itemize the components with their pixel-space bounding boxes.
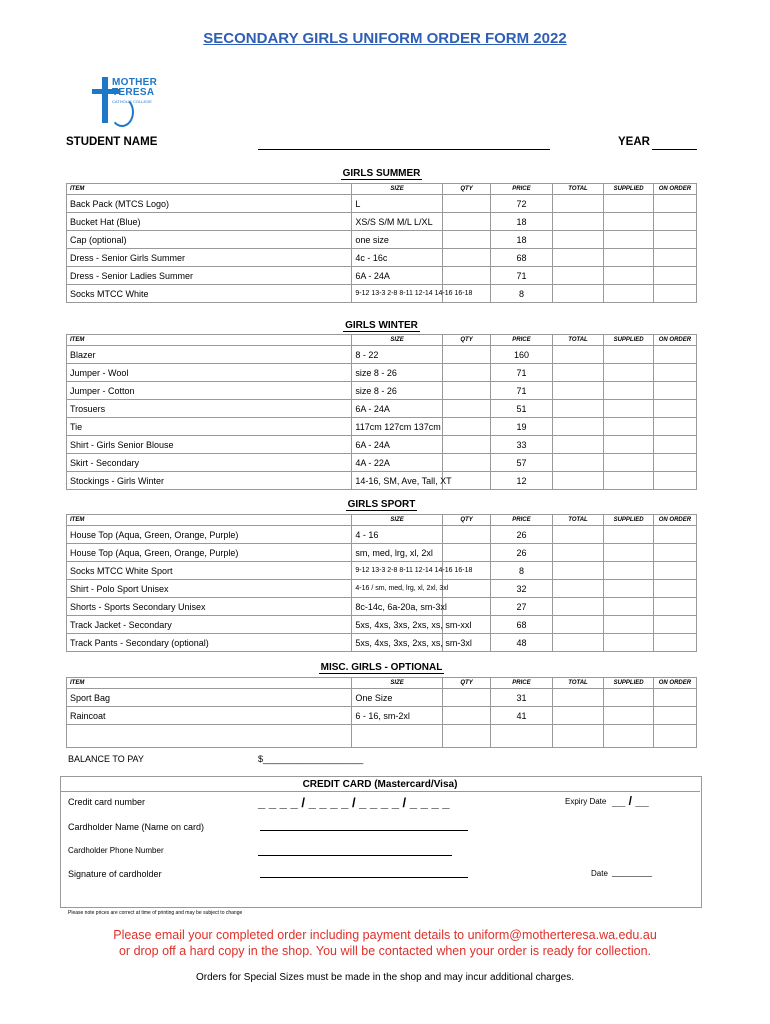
- logo-text-line3: CATHOLIC COLLEGE: [112, 99, 152, 104]
- column-header-price: PRICE: [491, 335, 552, 346]
- supplied-cell[interactable]: [604, 346, 654, 364]
- total-cell[interactable]: [552, 418, 604, 436]
- table-row: [67, 689, 697, 707]
- supplied-cell[interactable]: [604, 707, 654, 725]
- total-cell[interactable]: [552, 364, 604, 382]
- item-size: 8 - 22: [352, 346, 442, 364]
- item-name: Cap (optional): [67, 231, 352, 249]
- on-order-cell[interactable]: [653, 231, 696, 249]
- column-header-supplied: SUPPLIED: [604, 515, 654, 526]
- item-price: 68: [491, 616, 552, 634]
- column-header-supplied: SUPPLIED: [604, 678, 654, 689]
- item-size: 4A - 22A: [352, 454, 442, 472]
- table-row: [67, 267, 697, 285]
- cardholder-phone-label: Cardholder Phone Number: [68, 846, 164, 855]
- item-name: Raincoat: [67, 707, 352, 725]
- section-title: [66, 320, 697, 331]
- signature-field[interactable]: [260, 877, 468, 878]
- column-header-item: ITEM: [67, 515, 352, 526]
- item-size: 4 - 16: [352, 526, 442, 544]
- item-size: 9-12 13-3 2-8 8-11 12-14 14-16 16-18: [352, 285, 442, 303]
- qty-cell[interactable]: [442, 364, 490, 382]
- table-row: [67, 616, 697, 634]
- student-name-label: STUDENT NAME: [66, 136, 158, 148]
- logo-text-line2: TERESA: [112, 87, 155, 98]
- blank-cell[interactable]: [442, 725, 490, 748]
- price-disclaimer: Please note prices are correct at time of printing and may be subject to change: [68, 910, 243, 916]
- item-name: Stockings - Girls Winter: [67, 472, 352, 490]
- table-header-row: [67, 515, 697, 526]
- item-name: Skirt - Secondary: [67, 454, 352, 472]
- table-row: [67, 418, 697, 436]
- table-row: [67, 436, 697, 454]
- supplied-cell[interactable]: [604, 544, 654, 562]
- on-order-cell[interactable]: [653, 472, 696, 490]
- total-cell[interactable]: [552, 249, 604, 267]
- total-cell[interactable]: [552, 346, 604, 364]
- item-price: 160: [491, 346, 552, 364]
- table-row: [67, 364, 697, 382]
- section-title: [66, 662, 697, 673]
- item-name: Back Pack (MTCS Logo): [67, 195, 352, 213]
- qty-cell[interactable]: [442, 249, 490, 267]
- logo-text-line1: MOTHER: [112, 77, 158, 88]
- qty-cell[interactable]: [442, 544, 490, 562]
- table-row: [67, 285, 697, 303]
- balance-field[interactable]: $____________________: [258, 754, 364, 764]
- column-header-supplied: SUPPLIED: [604, 184, 654, 195]
- form-title: SECONDARY GIRLS UNIFORM ORDER FORM 2022: [203, 30, 567, 47]
- on-order-cell[interactable]: [653, 634, 696, 652]
- item-name: Track Pants - Secondary (optional): [67, 634, 352, 652]
- column-header-total: TOTAL: [552, 678, 604, 689]
- blank-cell[interactable]: [352, 725, 442, 748]
- column-header-price: PRICE: [491, 678, 552, 689]
- item-size: 6 - 16, sm-2xl: [352, 707, 442, 725]
- supplied-cell[interactable]: [604, 634, 654, 652]
- supplied-cell[interactable]: [604, 472, 654, 490]
- table-row: [67, 213, 697, 231]
- table-row: [67, 707, 697, 725]
- year-field[interactable]: [652, 149, 697, 150]
- column-header-on-order: ON ORDER: [653, 678, 696, 689]
- item-price: 41: [491, 707, 552, 725]
- column-header-total: TOTAL: [552, 515, 604, 526]
- supplied-cell[interactable]: [604, 213, 654, 231]
- item-size: L: [352, 195, 442, 213]
- year-label: YEAR: [618, 136, 650, 148]
- balance-label: BALANCE TO PAY: [68, 754, 144, 764]
- on-order-cell[interactable]: [653, 346, 696, 364]
- total-cell[interactable]: [552, 634, 604, 652]
- total-cell[interactable]: [552, 544, 604, 562]
- item-size: sm, med, lrg, xl, 2xl: [352, 544, 442, 562]
- on-order-cell[interactable]: [653, 707, 696, 725]
- supplied-cell[interactable]: [604, 689, 654, 707]
- item-size: one size: [352, 231, 442, 249]
- item-name: Blazer: [67, 346, 352, 364]
- table-row: [67, 400, 697, 418]
- qty-cell[interactable]: [442, 382, 490, 400]
- special-sizes-note: Orders for Special Sizes must be made in the shop and may incur additional charges.: [196, 972, 574, 983]
- item-size: 6A - 24A: [352, 436, 442, 454]
- on-order-cell[interactable]: [653, 436, 696, 454]
- item-price: 68: [491, 249, 552, 267]
- column-header-on-order: ON ORDER: [653, 184, 696, 195]
- total-cell[interactable]: [552, 689, 604, 707]
- supplied-cell[interactable]: [604, 436, 654, 454]
- table-header-row: [67, 335, 697, 346]
- item-size: 9-12 13-3 2-8 8-11 12-14 14-16 16-18: [352, 562, 442, 580]
- item-price: 26: [491, 526, 552, 544]
- item-price: 8: [491, 562, 552, 580]
- section-table: [66, 514, 697, 652]
- on-order-cell[interactable]: [653, 285, 696, 303]
- item-price: 71: [491, 382, 552, 400]
- item-name: Jumper - Wool: [67, 364, 352, 382]
- on-order-cell[interactable]: [653, 249, 696, 267]
- item-size: size 8 - 26: [352, 382, 442, 400]
- total-cell[interactable]: [552, 382, 604, 400]
- column-header-item: ITEM: [67, 184, 352, 195]
- column-header-qty: QTY: [442, 335, 490, 346]
- table-row: [67, 249, 697, 267]
- table-row: [67, 598, 697, 616]
- supplied-cell[interactable]: [604, 418, 654, 436]
- supplied-cell[interactable]: [604, 454, 654, 472]
- total-cell[interactable]: [552, 707, 604, 725]
- expiry-field[interactable]: __ / __: [612, 794, 649, 808]
- total-cell[interactable]: [552, 616, 604, 634]
- total-cell[interactable]: [552, 562, 604, 580]
- item-price: 57: [491, 454, 552, 472]
- student-name-field[interactable]: [258, 149, 550, 150]
- expiry-label: Expiry Date: [565, 797, 607, 806]
- on-order-cell[interactable]: [653, 562, 696, 580]
- item-price: 18: [491, 213, 552, 231]
- column-header-total: TOTAL: [552, 335, 604, 346]
- blank-cell[interactable]: [552, 725, 604, 748]
- on-order-cell[interactable]: [653, 616, 696, 634]
- on-order-cell[interactable]: [653, 526, 696, 544]
- item-name: Jumper - Cotton: [67, 382, 352, 400]
- qty-cell[interactable]: [442, 195, 490, 213]
- item-size: 5xs, 4xs, 3xs, 2xs, xs, sm-3xl: [352, 634, 442, 652]
- section-title-text: GIRLS SPORT: [347, 499, 416, 510]
- column-header-qty: QTY: [442, 515, 490, 526]
- school-logo: [92, 77, 212, 125]
- table-row: [67, 562, 697, 580]
- qty-cell[interactable]: [442, 346, 490, 364]
- item-name: Bucket Hat (Blue): [67, 213, 352, 231]
- table-row: [67, 382, 697, 400]
- item-price: 51: [491, 400, 552, 418]
- qty-cell[interactable]: [442, 580, 490, 598]
- supplied-cell[interactable]: [604, 195, 654, 213]
- item-name: Shirt - Polo Sport Unisex: [67, 580, 352, 598]
- item-name: House Top (Aqua, Green, Orange, Purple): [67, 526, 352, 544]
- blank-cell[interactable]: [491, 725, 552, 748]
- table-row: [67, 195, 697, 213]
- email-instruction-line1: Please email your completed order including payment details to uniform@motherteresa.wa.edu.au: [113, 928, 657, 942]
- total-cell[interactable]: [552, 231, 604, 249]
- on-order-cell[interactable]: [653, 544, 696, 562]
- qty-cell[interactable]: [442, 689, 490, 707]
- column-header-size: SIZE: [352, 678, 442, 689]
- qty-cell[interactable]: [442, 526, 490, 544]
- section-title-text: GIRLS SUMMER: [342, 168, 421, 179]
- qty-cell[interactable]: [442, 418, 490, 436]
- item-name: House Top (Aqua, Green, Orange, Purple): [67, 544, 352, 562]
- item-price: 27: [491, 598, 552, 616]
- section-title: [66, 168, 697, 179]
- item-price: 48: [491, 634, 552, 652]
- supplied-cell[interactable]: [604, 526, 654, 544]
- column-header-price: PRICE: [491, 184, 552, 195]
- total-cell[interactable]: [552, 580, 604, 598]
- card-number-field[interactable]: _ _ _ _ / _ _ _ _ / _ _ _ _ / _ _ _ _: [258, 795, 450, 810]
- item-price: 19: [491, 418, 552, 436]
- on-order-cell[interactable]: [653, 364, 696, 382]
- item-name: Track Jacket - Secondary: [67, 616, 352, 634]
- qty-cell[interactable]: [442, 231, 490, 249]
- table-row: [67, 580, 697, 598]
- item-name: Shorts - Sports Secondary Unisex: [67, 598, 352, 616]
- item-price: 33: [491, 436, 552, 454]
- on-order-cell[interactable]: [653, 213, 696, 231]
- cardholder-name-label: Cardholder Name (Name on card): [68, 822, 205, 832]
- column-header-qty: QTY: [442, 678, 490, 689]
- item-name: Dress - Senior Ladies Summer: [67, 267, 352, 285]
- on-order-cell[interactable]: [653, 598, 696, 616]
- total-cell[interactable]: [552, 454, 604, 472]
- supplied-cell[interactable]: [604, 267, 654, 285]
- item-size: 4-16 / sm, med, lrg, xl, 2xl, 3xl: [352, 580, 442, 598]
- item-size: XS/S S/M M/L L/XL: [352, 213, 442, 231]
- item-price: 72: [491, 195, 552, 213]
- item-price: 71: [491, 364, 552, 382]
- qty-cell[interactable]: [442, 598, 490, 616]
- item-name: Socks MTCC White: [67, 285, 352, 303]
- table-row: [67, 454, 697, 472]
- total-cell[interactable]: [552, 526, 604, 544]
- item-name: Shirt - Girls Senior Blouse: [67, 436, 352, 454]
- item-size: 5xs, 4xs, 3xs, 2xs, xs, sm-xxl: [352, 616, 442, 634]
- table-row: [67, 231, 697, 249]
- item-size: 8c-14c, 6a-20a, sm-3xl: [352, 598, 442, 616]
- item-price: 32: [491, 580, 552, 598]
- table-row: [67, 634, 697, 652]
- on-order-cell[interactable]: [653, 580, 696, 598]
- supplied-cell[interactable]: [604, 598, 654, 616]
- item-size: 4c - 16c: [352, 249, 442, 267]
- cross-icon: [102, 77, 108, 123]
- supplied-cell[interactable]: [604, 616, 654, 634]
- item-name: Trosuers: [67, 400, 352, 418]
- qty-cell[interactable]: [442, 213, 490, 231]
- supplied-cell[interactable]: [604, 249, 654, 267]
- item-size: 117cm 127cm 137cm: [352, 418, 442, 436]
- blank-cell[interactable]: [653, 725, 696, 748]
- section-title: [66, 499, 697, 510]
- on-order-cell[interactable]: [653, 267, 696, 285]
- cardholder-name-field[interactable]: [260, 830, 468, 831]
- item-name: Dress - Senior Girls Summer: [67, 249, 352, 267]
- on-order-cell[interactable]: [653, 400, 696, 418]
- item-size: size 8 - 26: [352, 364, 442, 382]
- on-order-cell[interactable]: [653, 454, 696, 472]
- card-number-label: Credit card number: [68, 797, 146, 807]
- item-price: 12: [491, 472, 552, 490]
- on-order-cell[interactable]: [653, 418, 696, 436]
- item-price: 8: [491, 285, 552, 303]
- on-order-cell[interactable]: [653, 689, 696, 707]
- item-name: Sport Bag: [67, 689, 352, 707]
- on-order-cell[interactable]: [653, 382, 696, 400]
- item-price: 31: [491, 689, 552, 707]
- section-table: [66, 334, 697, 490]
- email-instruction-line2: or drop off a hard copy in the shop. You will be contacted when your order is ready for collection.: [118, 944, 652, 958]
- table-row: [67, 526, 697, 544]
- qty-cell[interactable]: [442, 707, 490, 725]
- supplied-cell[interactable]: [604, 382, 654, 400]
- supplied-cell[interactable]: [604, 364, 654, 382]
- supplied-cell[interactable]: [604, 580, 654, 598]
- blank-cell[interactable]: [604, 725, 654, 748]
- date-label: Date: [591, 869, 608, 878]
- section-title-text: MISC. GIRLS - OPTIONAL: [320, 662, 443, 673]
- column-header-qty: QTY: [442, 184, 490, 195]
- item-size: One Size: [352, 689, 442, 707]
- section-title-text: GIRLS WINTER: [345, 320, 418, 331]
- item-size: 6A - 24A: [352, 267, 442, 285]
- qty-cell[interactable]: [442, 454, 490, 472]
- column-header-total: TOTAL: [552, 184, 604, 195]
- credit-card-divider: [60, 791, 700, 792]
- column-header-item: ITEM: [67, 678, 352, 689]
- item-size: 14-16, SM, Ave, Tall, XT: [352, 472, 442, 490]
- table-row: [67, 472, 697, 490]
- column-header-on-order: ON ORDER: [653, 515, 696, 526]
- item-name: Tie: [67, 418, 352, 436]
- table-row: [67, 346, 697, 364]
- item-price: 18: [491, 231, 552, 249]
- item-price: 71: [491, 267, 552, 285]
- column-header-size: SIZE: [352, 184, 442, 195]
- total-cell[interactable]: [552, 195, 604, 213]
- section-table: [66, 677, 697, 748]
- column-header-size: SIZE: [352, 515, 442, 526]
- total-cell[interactable]: [552, 400, 604, 418]
- column-header-size: SIZE: [352, 335, 442, 346]
- qty-cell[interactable]: [442, 267, 490, 285]
- supplied-cell[interactable]: [604, 231, 654, 249]
- column-header-on-order: ON ORDER: [653, 335, 696, 346]
- date-field[interactable]: _________: [612, 868, 653, 877]
- table-header-row: [67, 678, 697, 689]
- section-table: [66, 183, 697, 303]
- blank-cell[interactable]: [67, 725, 352, 748]
- qty-cell[interactable]: [442, 436, 490, 454]
- column-header-price: PRICE: [491, 515, 552, 526]
- item-price: 26: [491, 544, 552, 562]
- on-order-cell[interactable]: [653, 195, 696, 213]
- cardholder-phone-field[interactable]: [258, 855, 452, 856]
- item-name: Socks MTCC White Sport: [67, 562, 352, 580]
- supplied-cell[interactable]: [604, 400, 654, 418]
- supplied-cell[interactable]: [604, 562, 654, 580]
- qty-cell[interactable]: [442, 400, 490, 418]
- total-cell[interactable]: [552, 267, 604, 285]
- total-cell[interactable]: [552, 436, 604, 454]
- table-header-row: [67, 184, 697, 195]
- credit-card-title: CREDIT CARD (Mastercard/Visa): [302, 779, 458, 790]
- blank-row: [67, 725, 697, 748]
- total-cell[interactable]: [552, 213, 604, 231]
- total-cell[interactable]: [552, 472, 604, 490]
- item-size: 6A - 24A: [352, 400, 442, 418]
- supplied-cell[interactable]: [604, 285, 654, 303]
- column-header-item: ITEM: [67, 335, 352, 346]
- total-cell[interactable]: [552, 598, 604, 616]
- signature-label: Signature of cardholder: [68, 869, 162, 879]
- table-row: [67, 544, 697, 562]
- column-header-supplied: SUPPLIED: [604, 335, 654, 346]
- total-cell[interactable]: [552, 285, 604, 303]
